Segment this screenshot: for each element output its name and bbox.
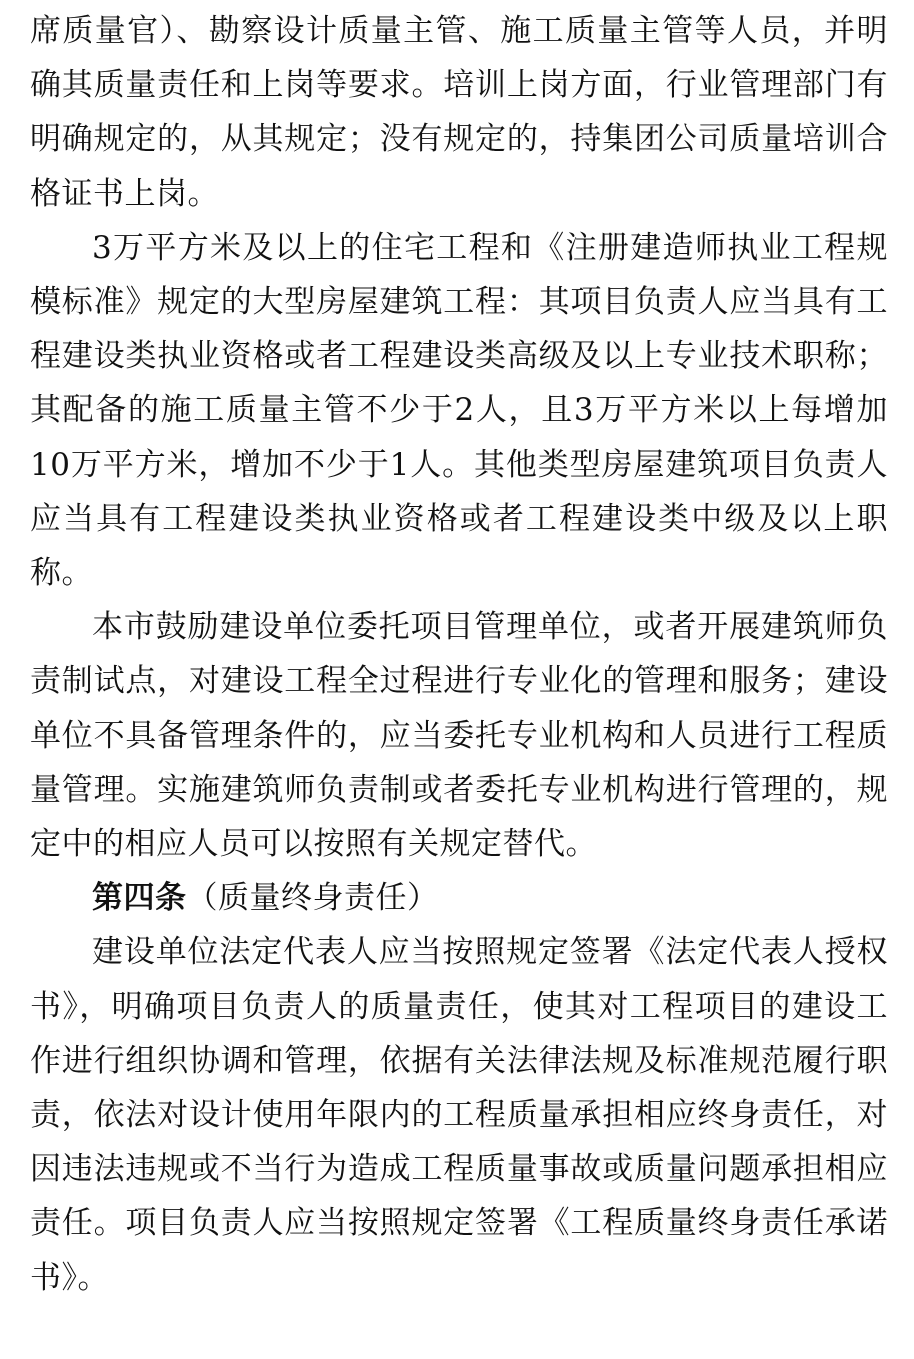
article-heading [30, 871, 888, 925]
article-number: 第四条 [92, 880, 187, 917]
article-subtitle: （质量终身责任） [186, 880, 439, 917]
paragraph-residential-projects: 3万平方米及以上的住宅工程和《注册建造师执业工程规模标准》规定的大型房屋建筑工程：其项目负责人应当具有工程建设类执业资格或者工程建设类高级及以上专业技术职称；其配备的施工质量主管不少于2人，且3万平方米以上每增加10万平方米，增加不少于1人。其他类型房屋建筑项目负责人应当具有工程建设类执业资格或者工程建设类中级及以上职称。 [30, 229, 888, 592]
paragraph-continuation: 席质量官）、勘察设计质量主管、施工质量主管等人员，并明确其质量责任和上岗等要求。培训上岗方面，行业管理部门有明确规定的，从其规定；没有规定的，持集团公司质量培训合格证书上岗。 [30, 13, 888, 212]
paragraph-architect-responsibility: 本市鼓励建设单位委托项目管理单位，或者开展建筑师负责制试点，对建设工程全过程进行专业化的管理和服务；建设单位不具备管理条件的，应当委托专业机构和人员进行工程质量管理。实施建筑师负责制或者委托专业机构进行管理的，规定中的相应人员可以按照有关规定替代。 [30, 609, 888, 863]
paragraph-lifetime-responsibility: 建设单位法定代表人应当按照规定签署《法定代表人授权书》，明确项目负责人的质量责任，使其对工程项目的建设工作进行组织协调和管理，依据有关法律法规及标准规范履行职责，依法对设计使用年限内的工程质量承担相应终身责任，对因违法违规或不当行为造成工程质量事故或质量问题承担相应责任。项目负责人应当按照规定签署《工程质量终身责任承诺书》。 [30, 934, 888, 1296]
